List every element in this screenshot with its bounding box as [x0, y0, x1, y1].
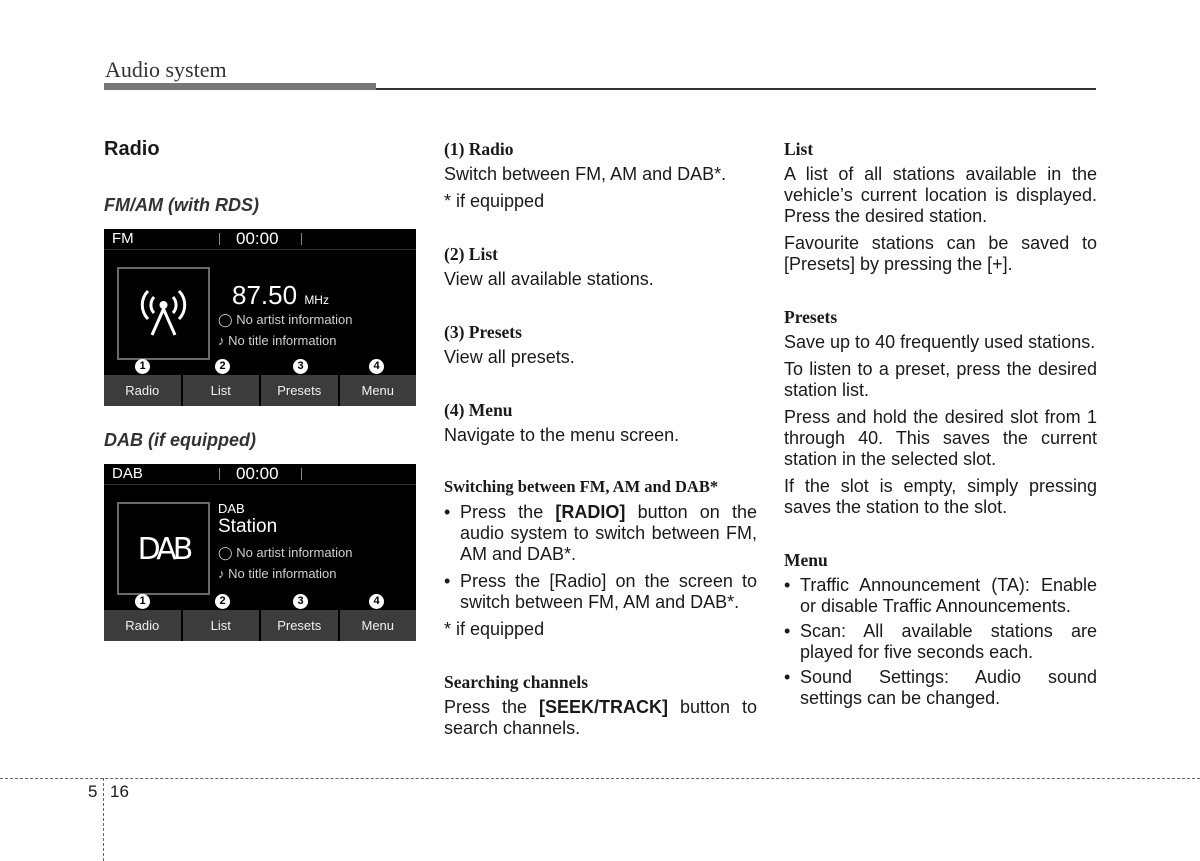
presets-text-2: To listen to a preset, press the desired station list. — [784, 359, 1097, 400]
clock: 00:00 — [236, 229, 279, 248]
footer-divider — [103, 778, 104, 861]
screen-button-bar — [104, 610, 416, 641]
radio-text: Switch between FM, AM and DAB*. — [444, 164, 727, 184]
dab-logo: DAB — [137, 532, 190, 567]
radio-note: * if equipped — [444, 191, 545, 211]
presets-text-3: Press and hold the desired slot from 1 through 40. This saves the current station in the selected slot. — [784, 407, 1097, 469]
header-rule-thin — [376, 88, 1096, 90]
presets-button[interactable]: Presets — [261, 610, 338, 641]
music-icon: ♪ — [218, 566, 225, 581]
person-icon: ◯ — [218, 312, 233, 327]
list-button[interactable]: List — [183, 610, 260, 641]
menu-button[interactable]: Menu — [340, 375, 417, 406]
list-item: • Press the [RADIO] button on the audio system to switch between FM, AM and DAB*. — [444, 502, 757, 565]
list-heading: List — [784, 139, 814, 159]
frequency-unit: MHz — [304, 293, 329, 307]
clock: 00:00 — [236, 464, 279, 483]
separator — [219, 233, 220, 245]
radio-button[interactable]: Radio — [104, 610, 181, 641]
callout-3: 3 — [293, 594, 308, 609]
dab-subhead: DAB (if equipped) — [104, 430, 256, 450]
footer-rule — [0, 778, 1200, 779]
presets-text-4: If the slot is empty, simply pressing saves the station to the slot. — [784, 476, 1097, 517]
menu-button[interactable]: Menu — [340, 610, 417, 641]
callout-3: 3 — [293, 359, 308, 374]
presets-button[interactable]: Presets — [261, 375, 338, 406]
presets-text-1: Save up to 40 frequently used stations. — [784, 332, 1096, 352]
screen-button-bar — [104, 375, 416, 406]
section-title: Radio — [104, 138, 160, 160]
callout-2: 2 — [215, 359, 230, 374]
menu-heading: Menu — [784, 550, 828, 570]
menu-list — [784, 575, 1097, 709]
switching-list — [444, 502, 757, 613]
radio-button[interactable]: Radio — [104, 375, 181, 406]
page-number: 16 — [110, 782, 129, 801]
column-3 — [784, 138, 1097, 709]
menu-heading: (4) Menu — [444, 400, 513, 420]
column-2 — [444, 138, 757, 739]
list-text-1: A list of all stations available in the vehicle’s current location is displayed. Press the desired station. — [784, 164, 1097, 226]
frequency-readout: 87.50 MHz — [232, 280, 329, 310]
dab-art-frame — [117, 502, 210, 595]
list-item: • Sound Settings: Audio sound settings can be changed. — [784, 667, 1097, 709]
callout-4: 4 — [369, 359, 384, 374]
list-text-2: Favourite stations can be saved to [Presets] by pressing the [+]. — [784, 233, 1097, 274]
presets-heading: (3) Presets — [444, 322, 522, 342]
service-label: DAB — [218, 501, 245, 516]
callout-1: 1 — [135, 594, 150, 609]
list-item: • Scan: All available stations are played for five seconds each. — [784, 621, 1097, 663]
presets-heading: Presets — [784, 307, 838, 327]
title-row: ♪ No title information — [218, 333, 337, 348]
artist-row: ◯ No artist information — [218, 545, 353, 560]
artist-row: ◯ No artist information — [218, 312, 353, 327]
station-name: Station — [218, 516, 278, 537]
separator — [219, 468, 220, 480]
fm-screen-figure — [104, 229, 416, 406]
list-item: • Traffic Announcement (TA): Enable or disable Traffic Announcements. — [784, 575, 1097, 617]
chapter-number: 5 — [88, 782, 98, 801]
callout-4: 4 — [369, 594, 384, 609]
list-text: View all available stations. — [444, 269, 654, 289]
radio-art-frame — [117, 267, 210, 360]
header-rule-thick — [104, 83, 376, 90]
separator — [301, 468, 302, 480]
searching-heading: Searching channels — [444, 672, 589, 692]
switching-heading: Switching between FM, AM and DAB* — [444, 477, 719, 496]
presets-text: View all presets. — [444, 347, 575, 367]
screen-status-bar — [104, 464, 416, 485]
separator — [301, 233, 302, 245]
callout-2: 2 — [215, 594, 230, 609]
searching-text: Press the [SEEK/TRACK] button to search channels. — [444, 697, 757, 738]
mode-label: DAB — [112, 465, 143, 482]
list-button[interactable]: List — [183, 375, 260, 406]
music-icon: ♪ — [218, 333, 225, 348]
screen-status-bar — [104, 229, 416, 250]
menu-text: Navigate to the menu screen. — [444, 425, 680, 445]
fm-subhead: FM/AM (with RDS) — [104, 195, 259, 215]
mode-label: FM — [112, 230, 134, 247]
list-item: • Press the [Radio] on the screen to switch between FM, AM and DAB*. — [444, 571, 757, 613]
person-icon: ◯ — [218, 545, 233, 560]
radio-antenna-icon — [119, 269, 208, 358]
list-heading: (2) List — [444, 244, 498, 264]
title-row: ♪ No title information — [218, 566, 337, 581]
radio-heading: (1) Radio — [444, 139, 514, 159]
running-header: Audio system — [105, 57, 227, 82]
dab-screen-figure — [104, 464, 416, 641]
callout-1: 1 — [135, 359, 150, 374]
switching-note: * if equipped — [444, 619, 545, 639]
column-1 — [104, 138, 416, 216]
